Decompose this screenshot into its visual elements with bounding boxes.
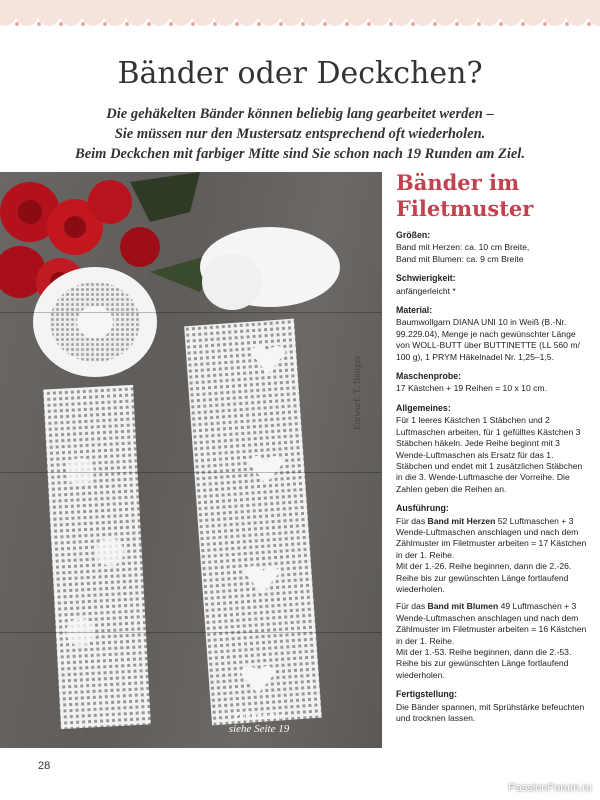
heading-fertigstellung: Fertigstellung: xyxy=(396,689,458,700)
instructions-column xyxy=(396,230,590,724)
text-band-blumen-2: Mit der 1.-53. Reihe beginnen, dann die 2.-53. Reihe bis zur gewünschten Länge fortlaufend wiederholen. xyxy=(396,647,572,680)
text-allgemeines: Für 1 leeres Kästchen 1 Stäbchen und 2 Luftmaschen arbeiten, für 1 gefülltes Kästchen 3 Stäbchen häkeln. Jede Reihe beginnt mit 3 Wende-Luftmaschen als Ersatz für das 1. Stäbchen und endet mit 1 zusätzlichen Stäbchen in die 3. Wende-Luftmasche der Vorreihe. Die Zahlen geben die Reihen an. xyxy=(396,415,583,494)
ribbon-with-hearts xyxy=(184,227,340,725)
text-material: Baumwollgarn DIANA UNI 10 in Weiß (B.-Nr. 99.229.04), Menge je nach gewünschter Länge von WOLL-BUTT über BUTTINETTE (LL 560 m/ 100 g), 1 PRYM Häkelnadel Nr. 1,25–1,5. xyxy=(396,317,580,362)
decorative-scallop-border xyxy=(0,0,600,36)
heading-material: Material: xyxy=(396,305,433,316)
watermark: PassionForum.ru xyxy=(508,782,592,794)
text-schwierigkeit: anfängerleicht * xyxy=(396,285,456,296)
ribbon-with-flowers xyxy=(33,267,157,729)
text-groessen-1: Band mit Herzen: ca. 10 cm Breite, xyxy=(396,242,530,253)
heading-allgemeines: Allgemeines: xyxy=(396,402,451,413)
text-band-blumen: Für das Band mit Blumen 49 Luftmaschen + 3 Wende-Luftmaschen anschlagen und nach dem Zählmuster im Filetmuster arbeiten = 16 Kästchen in der 1. Reihe. xyxy=(396,601,587,646)
heading-schwierigkeit: Schwierigkeit: xyxy=(396,273,456,284)
page-title: Bänder oder Deckchen? xyxy=(117,56,483,91)
intro-line: Die gehäkelten Bänder können beliebig lang gearbeitet werden – xyxy=(106,106,494,122)
photo-illustration xyxy=(0,172,382,748)
crochet-ribbons-photo xyxy=(0,172,382,748)
heading-maschenprobe: Maschenprobe: xyxy=(396,371,462,382)
text-fertigstellung: Die Bänder spannen, mit Sprühstärke befeuchten und trocknen lassen. xyxy=(396,701,585,724)
photo-caption: Zählmuster siehe Seite 19 xyxy=(228,710,290,735)
heading-groessen: Größen: xyxy=(396,230,431,240)
heading-ausfuehrung: Ausführung: xyxy=(396,503,449,514)
intro-line: Beim Deckchen mit farbiger Mitte sind Sie schon nach 19 Runden am Ziel. xyxy=(75,146,525,162)
text-groessen-2: Band mit Blumen: ca. 9 cm Breite xyxy=(396,253,524,264)
design-credit: Entwurf: T. Böttger xyxy=(353,355,363,430)
intro-line: Sie müssen nur den Mustersatz entsprechend oft wiederholen. xyxy=(114,126,486,142)
intro-text xyxy=(40,104,560,164)
text-maschenprobe: 17 Kästchen + 19 Reihen = 10 x 10 cm. xyxy=(396,383,547,394)
text-band-herzen-2: Mit der 1.-26. Reihe beginnen, dann die 2.-26. Reihe bis zur gewünschten Länge fortlaufend wiederholen. xyxy=(396,561,572,594)
text-band-herzen: Für das Band mit Herzen 52 Luftmaschen + 3 Wende-Luftmaschen anschlagen und nach dem Zählmuster im Filetmuster arbeiten = 17 Kästchen in der 1. Reihe. xyxy=(396,515,587,560)
page-number: 28 xyxy=(38,760,51,772)
section-title: Bänder im Filetmuster xyxy=(396,170,534,221)
